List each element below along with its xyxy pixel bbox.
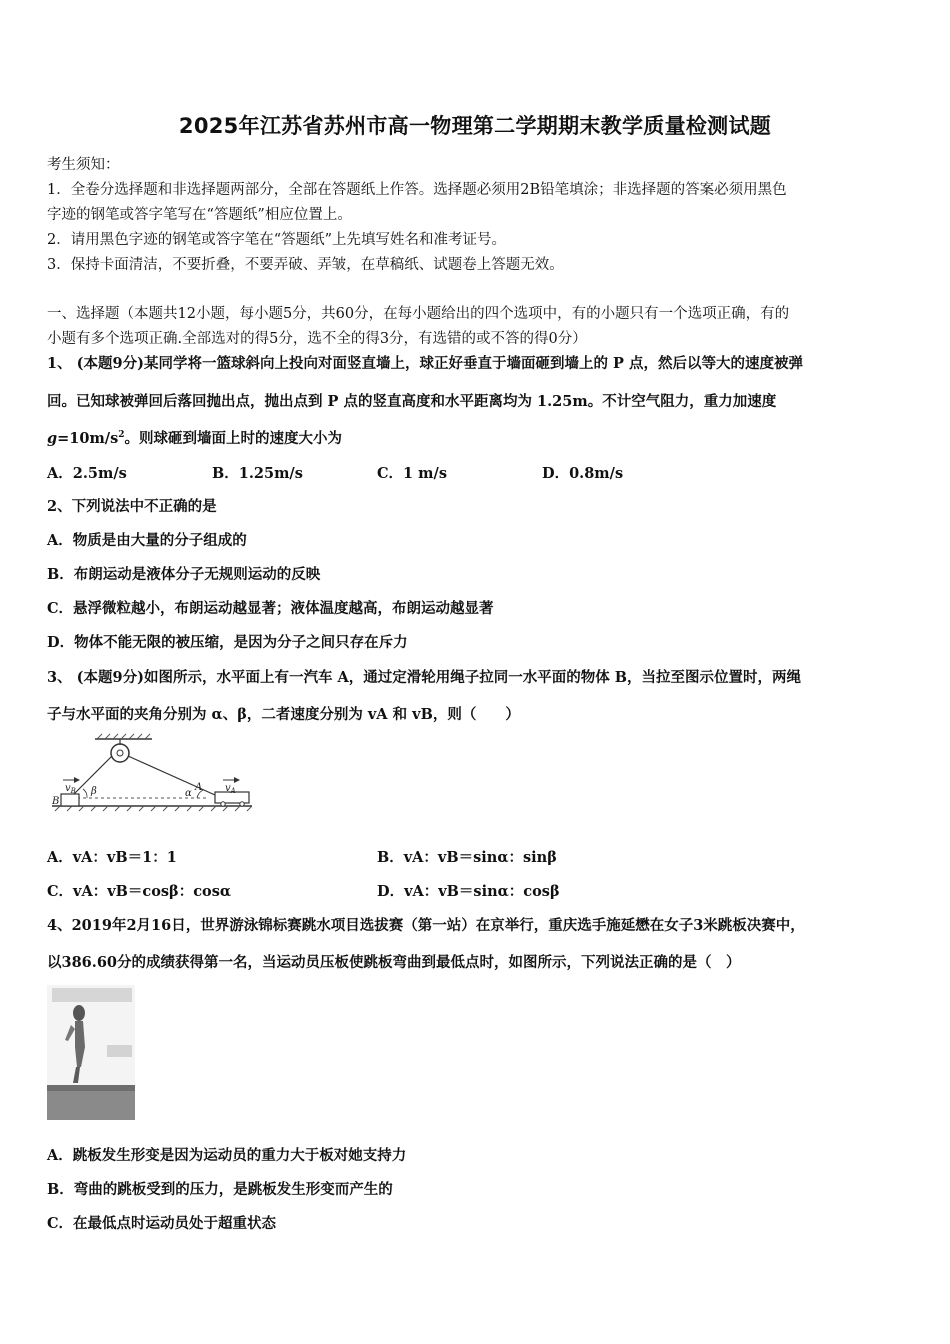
q1-stem: 1、 (本题9分)某同学将一篮球斜向上投向对面竖直墙上，球正好垂直于墙面砸到墙上的 P 点，然后以等大的速度被弹 [47, 355, 803, 372]
q1-g-symbol: g [47, 430, 58, 447]
q1-g-exponent: 2 [118, 430, 125, 441]
q1-option-c[interactable]: C．1 m/s [377, 465, 447, 482]
q4-stem: 4、2019年2月16日，世界游泳锦标赛跳水项目选拔赛（第一站）在京举行，重庆选手施延懋在女子3米跳板决赛中， [47, 917, 805, 934]
q1-option-b[interactable]: B．1.25m/s [212, 465, 303, 482]
q1-stem-end [47, 427, 342, 448]
block-b [61, 794, 79, 806]
pulley-wheel [111, 744, 129, 762]
label-vb: $v_B$ [65, 783, 76, 795]
q1-g-value: =10m/s [57, 430, 119, 447]
q2-option-c[interactable]: C．悬浮微粒越小，布朗运动越显著；液体温度越高，布朗运动越显著 [47, 600, 494, 617]
q3-option-c[interactable]: C．vA：vB＝cosβ：cosα [47, 883, 232, 900]
label-b: B [52, 796, 60, 807]
notice-item: 3．保持卡面清洁，不要折叠，不要弄破、弄皱，在草稿纸、试题卷上答题无效。 [47, 257, 564, 273]
q2-option-d[interactable]: D．物体不能无限的被压缩，是因为分子之间只存在斥力 [47, 634, 408, 651]
notice-item: 字迹的钢笔或答字笔写在“答题纸”相应位置上。 [47, 207, 352, 223]
section-heading: 一、选择题（本题共12小题，每小题5分，共60分，在每小题给出的四个选项中，有的小题只有一个选项正确，有的 [47, 306, 790, 322]
q2-option-b[interactable]: B．布朗运动是液体分子无规则运动的反映 [47, 566, 321, 583]
notice-item: 2．请用黑色字迹的钢笔或答字笔在“答题纸”上先填写姓名和准考证号。 [47, 232, 507, 248]
section-heading-cont: 小题有多个选项正确.全部选对的得5分，选不全的得3分，有选错的或不答的得0分） [47, 331, 587, 347]
q3-option-a[interactable]: A．vA：vB＝1：1 [47, 849, 177, 866]
q3-option-d[interactable]: D．vA：vB＝sinα：cosβ [377, 883, 560, 900]
q4-option-a[interactable]: A．跳板发生形变是因为运动员的重力大于板对她支持力 [47, 1147, 407, 1164]
q1-option-d[interactable]: D．0.8m/s [542, 465, 624, 482]
label-alpha: α [185, 788, 192, 799]
q4-option-c[interactable]: C．在最低点时运动员处于超重状态 [47, 1215, 277, 1232]
q3-option-b[interactable]: B．vA：vB＝sinα：sinβ [377, 849, 557, 866]
q1-option-a[interactable]: A．2.5m/s [47, 465, 127, 482]
diver-photo [47, 985, 135, 1120]
q3-stem-cont: 子与水平面的夹角分别为 α、β，二者速度分别为 vA 和 vB，则（ ） [47, 706, 520, 723]
label-beta: β [91, 786, 97, 797]
q4-option-b[interactable]: B．弯曲的跳板受到的压力，是跳板发生形变而产生的 [47, 1181, 393, 1198]
page-title: 2025年江苏省苏州市高一物理第二学期期末教学质量检测试题 [178, 114, 772, 138]
notice-item: 1．全卷分选择题和非选择题两部分，全部在答题纸上作答。选择题必须用2B铅笔填涂；非选择题的答案必须用黑色 [47, 182, 787, 198]
q1-stem-cont: 回。已知球被弹回后落回抛出点，抛出点到 P 点的竖直高度和水平距离均为 1.25m。不计空气阻力，重力加速度 [47, 393, 777, 410]
q3-stem: 3、 (本题9分)如图所示，水平面上有一汽车 A，通过定滑轮用绳子拉同一水平面的物体 B，当拉至图示位置时，两绳 [47, 669, 802, 686]
label-a: A [195, 782, 203, 793]
pulley-diagram [47, 733, 257, 818]
q4-stem-cont: 以386.60分的成绩获得第一名，当运动员压板使跳板弯曲到最低点时，如图所示，下列说法正确的是（ ） [47, 954, 741, 971]
q1-question: 。则球砸到墙面上时的速度大小为 [124, 430, 343, 447]
q2-stem: 2、下列说法中不正确的是 [47, 498, 217, 515]
notice-header: 考生须知： [47, 157, 120, 173]
q2-option-a[interactable]: A．物质是由大量的分子组成的 [47, 532, 247, 549]
label-va: $v_A$ [225, 783, 236, 795]
